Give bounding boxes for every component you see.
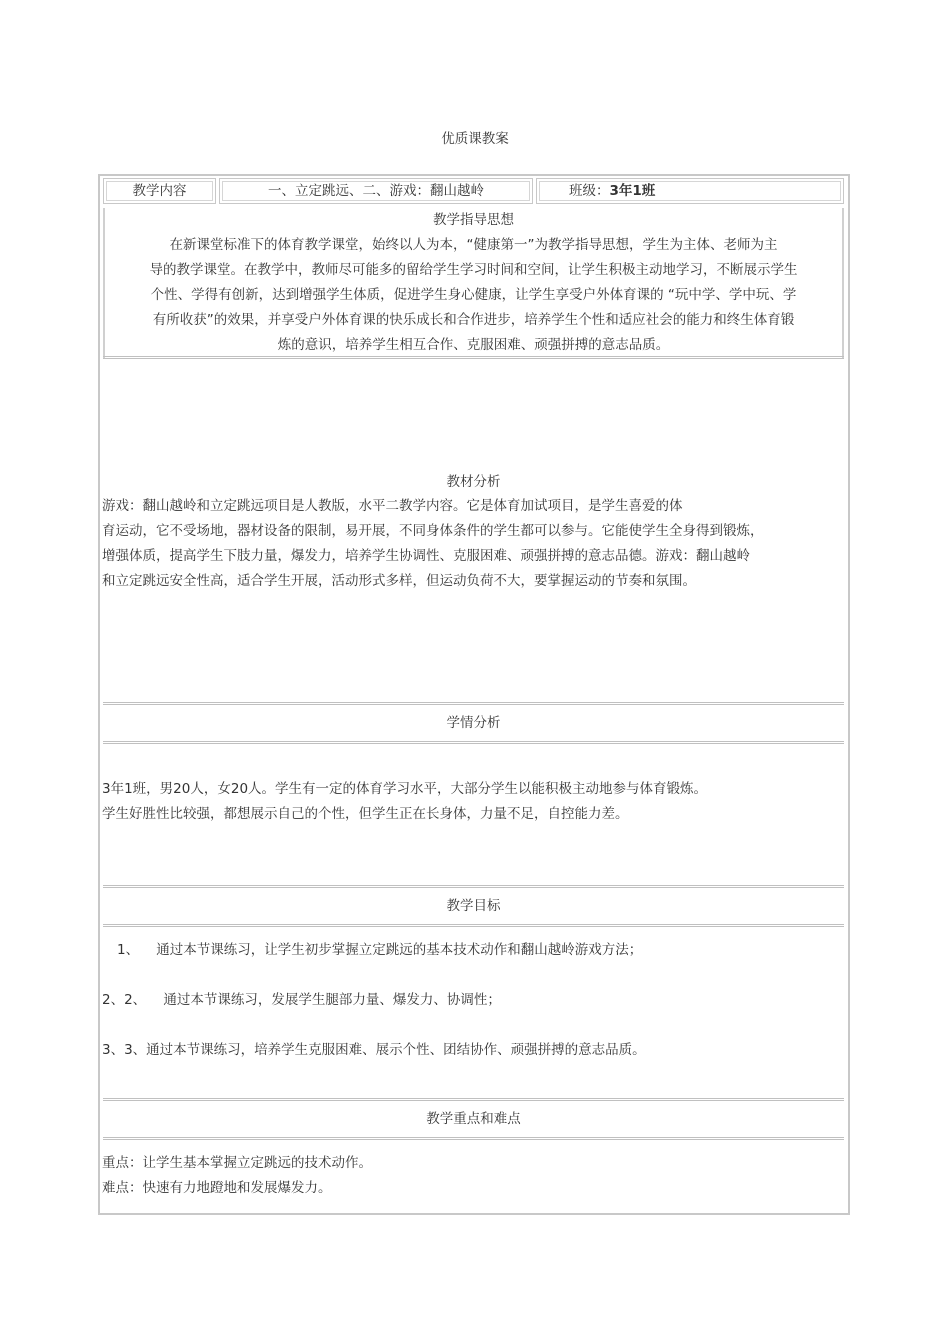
content-label: 教学内容 bbox=[132, 183, 187, 199]
material-heading: 教材分析 bbox=[446, 474, 501, 490]
students-body bbox=[102, 777, 844, 827]
material-line: 增强体质，提高学生下肢力量，爆发力，培养学生协调性、克服困难、顽强拼搏的意志品德。游戏：翻山越岭 bbox=[102, 548, 750, 564]
keypoint-line: 难点：快速有力地蹬地和发展爆发力。 bbox=[102, 1180, 332, 1196]
students-heading: 学情分析 bbox=[446, 715, 501, 731]
goal-item: 1、 通过本节课练习，让学生初步掌握立定跳远的基本技术动作和翻山越岭游戏方法； bbox=[117, 942, 643, 958]
goals-heading-row bbox=[103, 885, 844, 927]
class-value: 3年1班 bbox=[609, 183, 656, 199]
page-title: 优质课教案 bbox=[441, 131, 509, 147]
divider bbox=[103, 356, 844, 364]
material-line: 游戏：翻山越岭和立定跳远项目是人教版，水平二教学内容。它是体育加试项目，是学生喜爱的体 bbox=[102, 498, 683, 514]
content-value-cell bbox=[219, 178, 533, 204]
class-prefix: 班级： bbox=[569, 183, 610, 199]
students-line: 3年1班，男20人，女20人。学生有一定的体育学习水平，大部分学生以能积极主动地参与体育锻炼。 bbox=[102, 781, 708, 797]
guiding-body bbox=[103, 233, 844, 358]
goal-item: 2、2、 通过本节课练习，发展学生腿部力量、爆发力、协调性； bbox=[102, 992, 501, 1008]
class-cell bbox=[536, 178, 844, 204]
guiding-line: 个性、学得有创新，达到增强学生体质，促进学生身心健康，让学生享受户外体育课的 “玩中学、学中玩、学 bbox=[150, 287, 797, 303]
material-line: 和立定跳远安全性高，适合学生开展，活动形式多样，但运动负荷不大，要掌握运动的节奏和氛围。 bbox=[102, 573, 696, 589]
guiding-line: 有所收获”的效果，并享受户外体育课的快乐成长和合作进步，培养学生个性和适应社会的能力和终生体育锻 bbox=[152, 312, 795, 328]
keypoints-body bbox=[102, 1151, 844, 1201]
content-value: 一、立定跳远、二、游戏：翻山越岭 bbox=[268, 183, 484, 199]
guiding-heading: 教学指导思想 bbox=[433, 212, 514, 228]
material-line: 育运动，它不受场地，器材设备的限制，易开展，不同身体条件的学生都可以参与。它能使学生全身得到锻炼， bbox=[102, 523, 764, 539]
content-label-cell bbox=[103, 178, 216, 204]
guiding-line: 在新课堂标准下的体育教学课堂，始终以人为本，“健康第一”为教学指导思想，学生为主体、老师为主 bbox=[169, 237, 778, 253]
keypoints-heading-row bbox=[103, 1098, 844, 1140]
goal-item: 3、3、通过本节课练习，培养学生克服困难、展示个性、团结协作、顽强拼搏的意志品质。 bbox=[102, 1042, 646, 1058]
guiding-line: 炼的意识，培养学生相互合作、克服困难、顽强拼搏的意志品质。 bbox=[277, 337, 670, 353]
guiding-line: 导的教学课堂。在教学中，教师尽可能多的留给学生学习时间和空间，让学生积极主动地学习，不断展示学生 bbox=[149, 262, 798, 278]
students-heading-row bbox=[103, 702, 844, 744]
keypoint-line: 重点：让学生基本掌握立定跳远的技术动作。 bbox=[102, 1155, 372, 1171]
keypoints-heading: 教学重点和难点 bbox=[426, 1111, 521, 1127]
students-line: 学生好胜性比较强，都想展示自己的个性，但学生正在长身体，力量不足，自控能力差。 bbox=[102, 806, 629, 822]
goals-heading: 教学目标 bbox=[446, 898, 501, 914]
material-body bbox=[102, 494, 844, 594]
